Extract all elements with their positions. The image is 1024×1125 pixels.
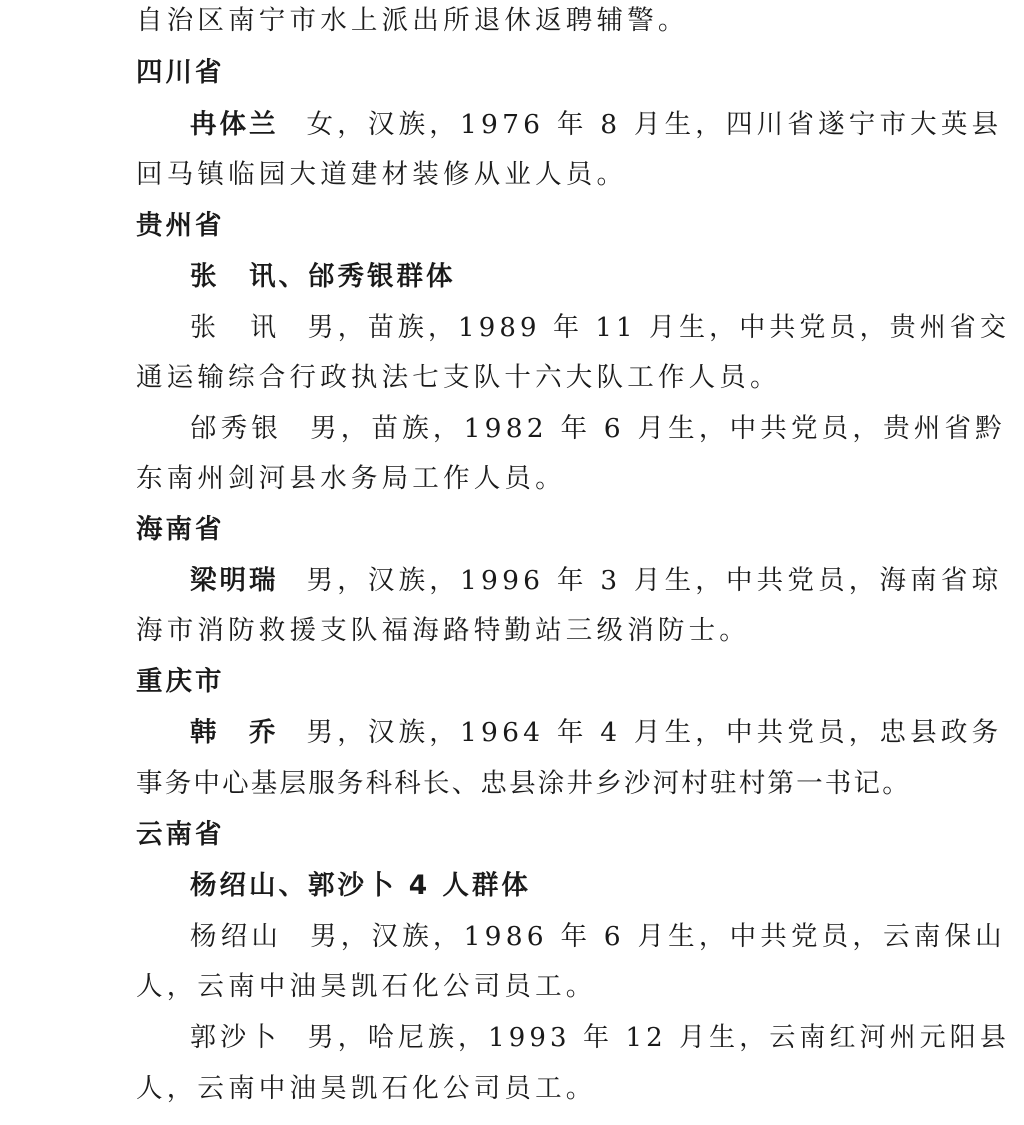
person-entry [190,920,1006,954]
person-name: 邰秀银 [190,413,283,444]
person-name: 杨绍山 [190,921,283,952]
province-heading-yunnan [136,818,225,852]
paragraph-line [136,158,627,192]
person-description: 男，哈尼族，1993 年 12 月生，云南红河州元阳县 [307,1022,1010,1053]
person-description: 女，汉族，1976 年 8 月生，四川省遂宁市大英县 [306,109,1003,140]
person-description-cont: 事务中心基层服务科科长、忠县涂井乡沙河村驻村第一书记。 [136,768,911,799]
person-entry [190,311,1010,345]
continuation-text: 自治区南宁市水上派出所退休返聘辅警。 [136,5,689,36]
paragraph-line [136,462,566,496]
paragraph-line [136,4,689,38]
person-name: 韩 乔 [190,717,279,748]
person-description-cont: 海市消防救援支队福海路特勤站三级消防士。 [136,615,750,646]
person-entry [190,716,1002,750]
person-name: 冉体兰 [190,109,279,140]
person-description-cont: 回马镇临园大道建材装修从业人员。 [136,159,628,190]
person-description: 男，汉族，1964 年 4 月生，中共党员，忠县政务 [306,717,1003,748]
province-heading-guizhou [136,209,225,243]
person-description-cont: 人，云南中油昊凯石化公司员工。 [136,971,597,1002]
paragraph-line [136,614,750,648]
person-description: 男，苗族，1989 年 11 月生，中共党员，贵州省交 [307,312,1010,343]
paragraph-line [136,767,911,801]
group-title-text: 杨绍山、郭沙卜 4 人群体 [190,870,531,901]
paragraph-line [136,970,597,1004]
person-entry [190,564,1002,598]
group-title [190,260,456,294]
person-entry [190,108,1002,142]
person-name: 梁明瑞 [190,565,279,596]
paragraph-line [136,361,781,395]
person-entry [190,412,1006,446]
paragraph-line [136,1072,597,1106]
heading-text: 贵州省 [136,210,225,241]
person-description-cont: 东南州剑河县水务局工作人员。 [136,463,566,494]
person-description: 男，苗族，1982 年 6 月生，中共党员，贵州省黔 [310,413,1006,444]
person-description: 男，汉族，1996 年 3 月生，中共党员，海南省琼 [306,565,1003,596]
heading-text: 海南省 [136,514,225,545]
group-title [190,869,531,903]
person-entry [190,1021,1010,1055]
heading-text: 四川省 [136,57,225,88]
person-description-cont: 通运输综合行政执法七支队十六大队工作人员。 [136,362,781,393]
heading-text: 重庆市 [136,666,225,697]
person-description-cont: 人，云南中油昊凯石化公司员工。 [136,1073,597,1104]
person-name: 郭沙卜 [190,1022,281,1053]
province-heading-sichuan [136,56,225,90]
province-heading-chongqing [136,665,225,699]
heading-text: 云南省 [136,819,225,850]
person-description: 男，汉族，1986 年 6 月生，中共党员，云南保山 [310,921,1006,952]
person-name: 张 讯 [190,312,281,343]
province-heading-hainan [136,513,225,547]
group-title-text: 张 讯、邰秀银群体 [190,261,456,292]
